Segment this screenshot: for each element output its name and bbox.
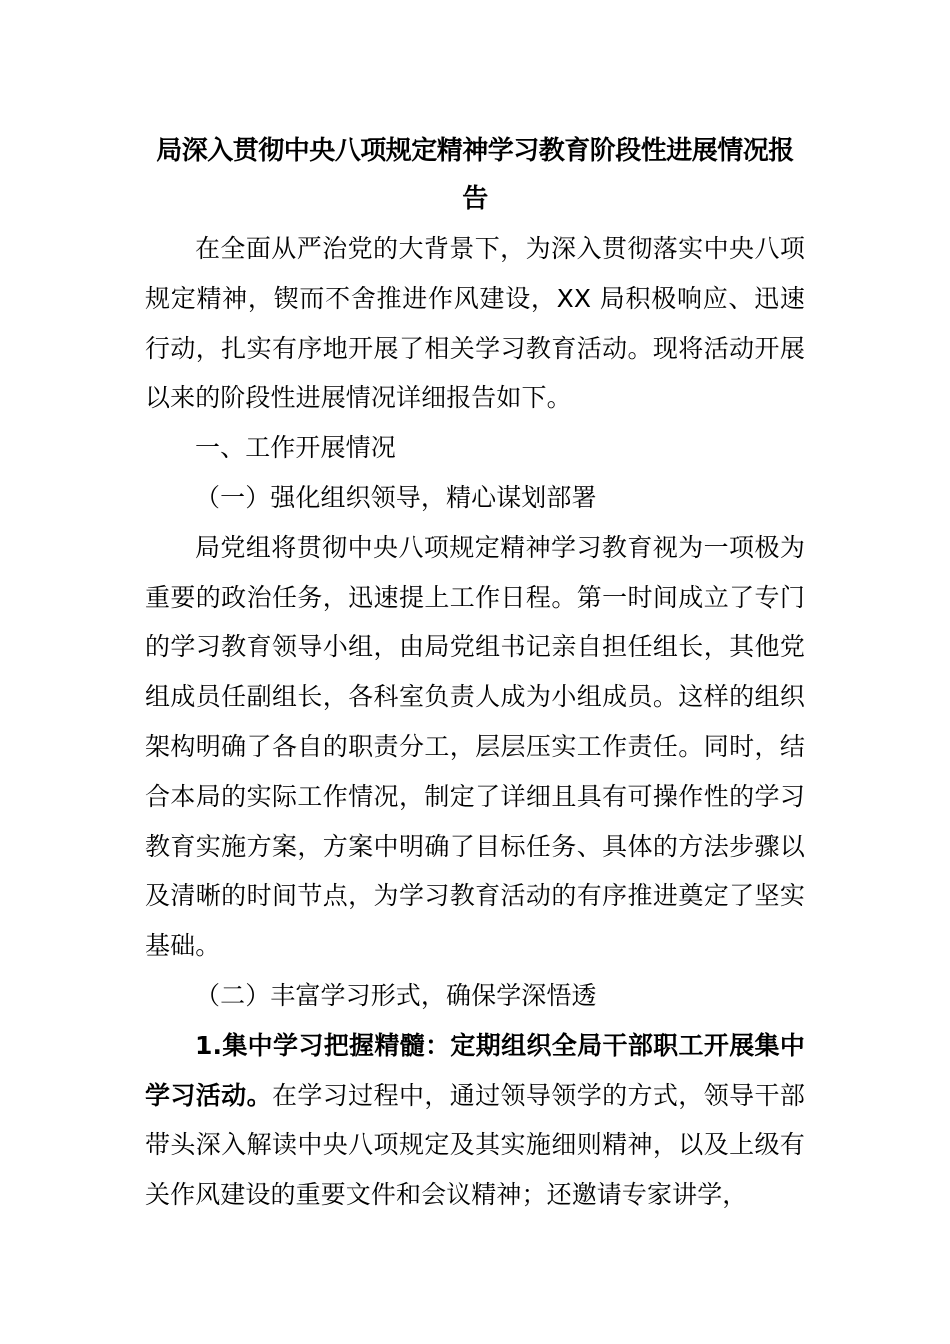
document-title: 局深入贯彻中央八项规定精神学习教育阶段性进展情况报告 xyxy=(156,136,794,214)
subsection-heading-2: （二）丰富学习形式，确保学深悟透 xyxy=(195,980,597,1010)
item-1-text: 在学习过程中，通过领导领学的方式，领导干部带头深入解读中央八项规定及其实施细则精神，以及上级有关作风建设的重要文件和会议精神；还邀请专家讲学， xyxy=(145,1080,805,1210)
document-body xyxy=(145,224,805,1220)
item-1-paragraph xyxy=(145,1021,805,1220)
item-1-bold-lead: 1.集中学习把握精髓：定期组织全局干部职工开展集中学习活动。 xyxy=(145,1030,805,1110)
subsection-heading-1: （一）强化组织领导，精心谋划部署 xyxy=(195,482,597,512)
intro-paragraph: 在全面从严治党的大背景下，为深入贯彻落实中央八项规定精神，锲而不舍推进作风建设，XX 局积极响应、迅速行动，扎实有序地开展了相关学习教育活动。现将活动开展以来的阶段性进展情况详细报告如下。 xyxy=(145,234,805,413)
section-heading-1: 一、工作开展情况 xyxy=(195,433,396,463)
subsection-1-paragraph: 局党组将贯彻中央八项规定精神学习教育视为一项极为重要的政治任务，迅速提上工作日程。第一时间成立了专门的学习教育领导小组，由局党组书记亲自担任组长，其他党组成员任副组长，各科室负责人成为小组成员。这样的组织架构明确了各自的职责分工，层层压实工作责任。同时，结合本局的实际工作情况，制定了详细且具有可操作性的学习教育实施方案，方案中明确了目标任务、具体的方法步骤以及清晰的时间节点，为学习教育活动的有序推进奠定了坚实基础。 xyxy=(145,532,805,961)
